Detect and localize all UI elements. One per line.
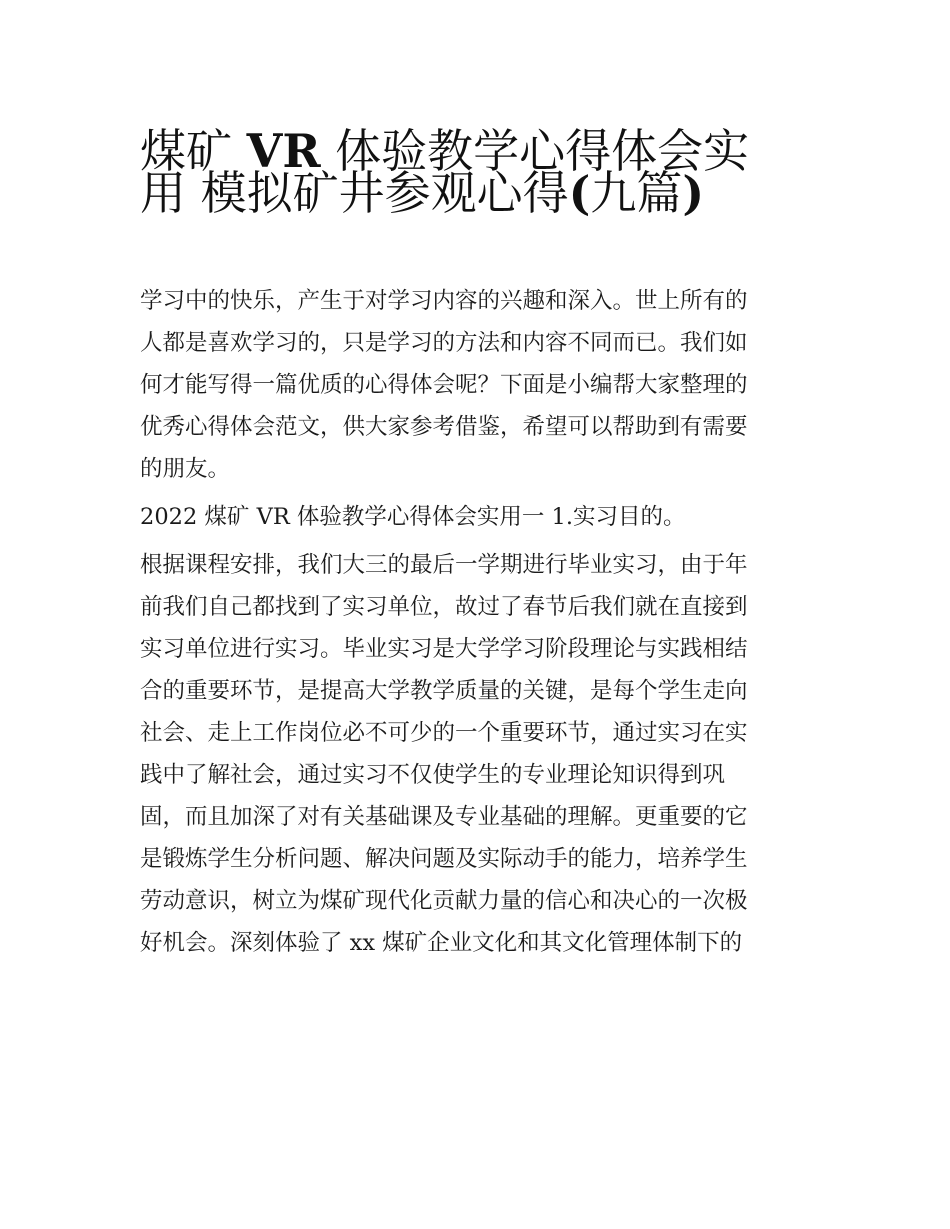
title-text-latin: VR	[246, 124, 321, 178]
paragraph-line: 前我们自己都找到了实习单位，故过了春节后我们就在直接到	[140, 594, 748, 620]
section-heading-text: 2022 煤矿 VR 体验教学心得体会实用一 1.实习目的。	[140, 504, 686, 530]
intro-paragraph	[140, 280, 820, 490]
title-paren-open: (	[568, 166, 591, 220]
paragraph-line: 学习中的快乐，产生于对学习内容的兴趣和深入。世上所有的	[140, 288, 748, 314]
paragraph-line: 人都是喜欢学习的，只是学习的方法和内容不同而已。我们如	[140, 330, 748, 356]
paragraph-line: 是锻炼学生分析问题、解决问题及实际动手的能力，培养学生	[140, 846, 748, 872]
paragraph-line: 优秀心得体会范文，供大家参考借鉴，希望可以帮助到有需要	[140, 414, 748, 440]
paragraph-line: 何才能写得一篇优质的心得体会呢？下面是小编帮大家整理的	[140, 372, 748, 398]
section-heading	[140, 496, 820, 538]
paragraph-line: 好机会。深刻体验了 xx 煤矿企业文化和其文化管理体制下的	[140, 930, 743, 956]
title-text: 煤矿	[140, 124, 247, 178]
title-text: 体验教学心得体会实	[320, 124, 750, 178]
document-title	[140, 112, 820, 220]
title-text: 九篇	[590, 166, 683, 220]
title-paren-close: )	[682, 166, 705, 220]
paragraph-line: 践中了解社会，通过实习不仅使学生的专业理论知识得到巩	[140, 762, 726, 788]
paragraph-line: 合的重要环节，是提高大学教学质量的关键，是每个学生走向	[140, 678, 748, 704]
title-text: 用 模拟矿井参观心得	[140, 166, 569, 220]
paragraph-line: 社会、走上工作岗位必不可少的一个重要环节，通过实习在实	[140, 720, 748, 746]
paragraph-line: 实习单位进行实习。毕业实习是大学学习阶段理论与实践相结	[140, 636, 748, 662]
paragraph-line: 劳动意识，树立为煤矿现代化贡献力量的信心和决心的一次极	[140, 888, 748, 914]
paragraph-line: 固，而且加深了对有关基础课及专业基础的理解。更重要的它	[140, 804, 748, 830]
paragraph-line: 根据课程安排，我们大三的最后一学期进行毕业实习，由于年	[140, 552, 748, 578]
title-line-1	[140, 112, 820, 178]
body-paragraph	[140, 544, 820, 964]
document-body	[140, 280, 820, 964]
paragraph-line: 的朋友。	[140, 456, 231, 482]
